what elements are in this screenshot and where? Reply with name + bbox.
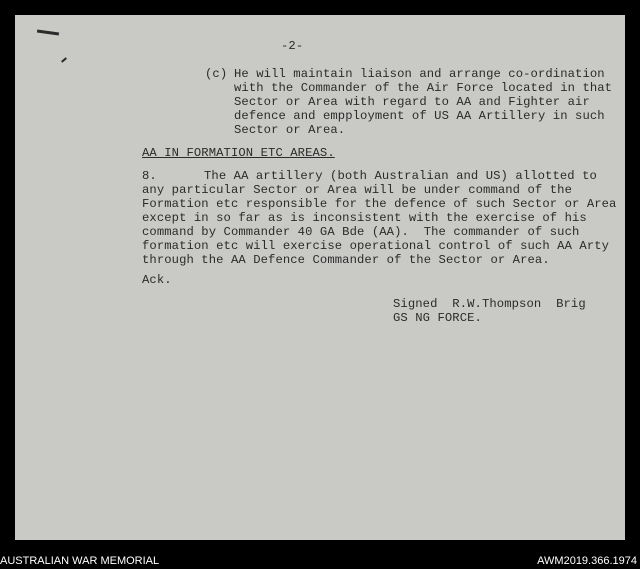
footer-source: AUSTRALIAN WAR MEMORIAL xyxy=(0,555,160,567)
signature-line: Signed R.W.Thompson Brig xyxy=(393,297,586,311)
item-c-label: (c) xyxy=(205,67,228,81)
paragraph-body: any particular Sector or Area will be under command of the Formation etc responsible for the defence of such Sector or Area except in so far as is inconsistent with the exercise of his command by Commander 40 GA Bde (AA). The commander of such formation etc will exercise operational control of such AA Arty through the AA Defence Commander of the Sector or Area. xyxy=(142,183,617,267)
section-heading: AA IN FORMATION ETC AREAS. xyxy=(142,146,335,160)
paragraph-first-line: The AA artillery (both Australian and US) allotted to xyxy=(204,169,597,183)
paragraph-number: 8. xyxy=(142,169,157,183)
ack-line: Ack. xyxy=(142,273,172,287)
pen-mark xyxy=(61,57,67,62)
document-page xyxy=(15,15,625,540)
footer-accession-number: AWM2019.366.1974 xyxy=(537,555,637,567)
pen-mark xyxy=(37,29,59,35)
organization-line: GS NG FORCE. xyxy=(393,311,482,325)
item-c-text: He will maintain liaison and arrange co-ordination with the Commander of the Air Force located in that Sector or Area with regard to AA and Fighter air defence and empployment of US AA Artillery in such Sector or Area. xyxy=(234,67,613,137)
page-number: -2- xyxy=(281,39,304,53)
